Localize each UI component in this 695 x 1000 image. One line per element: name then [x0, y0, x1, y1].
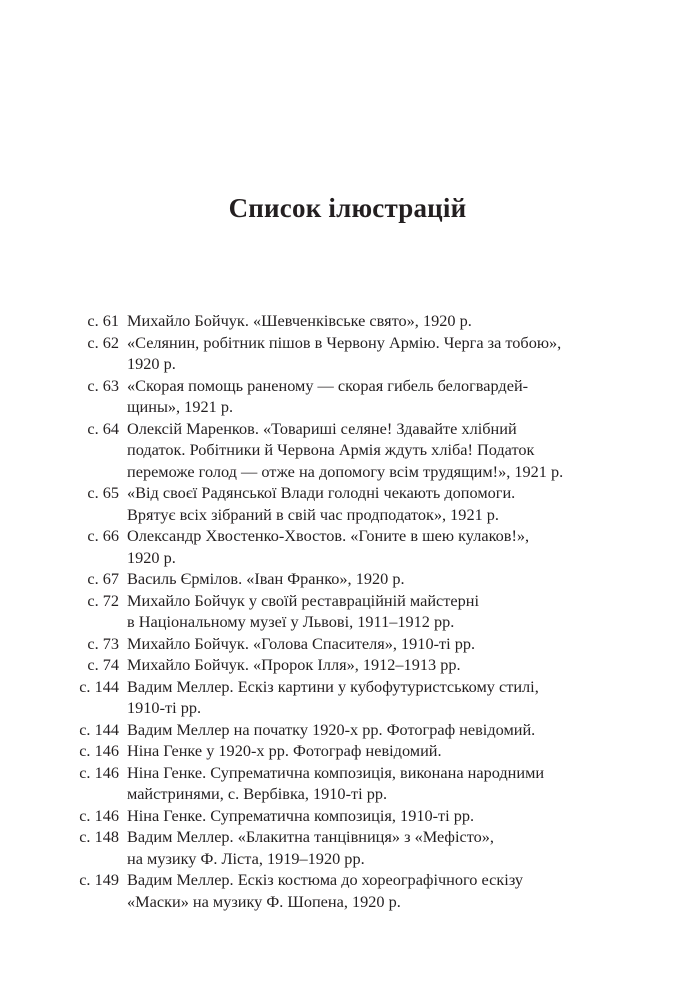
caption-line: Олексій Маренков. «Товариші селяне! Здавайте хлібний: [127, 418, 517, 438]
list-item: [0, 762, 695, 805]
page-number: с. 74: [87, 655, 119, 674]
caption-line: 1920 р.: [127, 547, 176, 567]
illustration-caption: [127, 633, 475, 655]
page-number: с. 61: [87, 311, 119, 330]
caption-line: Вадим Меллер. Ескіз костюма до хореографічного ескізу: [127, 870, 524, 889]
illustration-caption: [127, 740, 442, 762]
caption-line: в Національному музеї у Львові, 1911–1912 рр.: [127, 612, 455, 631]
list-item: [0, 482, 695, 525]
page-number: с. 144: [79, 719, 119, 739]
illustration-caption: [127, 719, 535, 741]
caption-line: Ніна Генке. Супрематична композиція, 1910-ті рр.: [127, 805, 475, 825]
page-number: с. 144: [79, 676, 119, 696]
list-item: [0, 805, 695, 827]
page-number: с. 66: [87, 526, 119, 545]
list-item: [0, 676, 695, 719]
page-number: с. 62: [87, 332, 119, 352]
illustration-caption: [127, 332, 561, 375]
page-number: с. 146: [79, 741, 119, 760]
caption-line: «Маски» на музику Ф. Шопена, 1920 р.: [127, 891, 401, 911]
caption-line: «Скорая помощь раненому — скорая гибель белогвардей-: [127, 375, 529, 395]
caption-line: Василь Єрмілов. «Іван Франко», 1920 р.: [127, 569, 405, 588]
illustration-caption: [127, 869, 523, 912]
caption-line: податок. Робітники й Червона Армія ждуть хліба! Податок: [127, 440, 535, 459]
list-item: [0, 740, 695, 762]
list-item: [0, 332, 695, 375]
page-title: Список ілюстрацій: [228, 193, 467, 223]
caption-line: Ніна Генке у 1920-х рр. Фотограф невідомий.: [127, 741, 442, 760]
caption-line: переможе голод — отже на допомогу всім трудящим!», 1921 р.: [127, 461, 564, 481]
caption-line: Михайло Бойчук у своїй реставраційній майстерні: [127, 590, 480, 610]
list-item: [0, 719, 695, 741]
illustration-caption: [127, 654, 461, 676]
page-number: с. 149: [79, 870, 119, 889]
illustration-caption: [127, 525, 529, 568]
caption-line: «Селянин, робітник пішов в Червону Армію. Черга за тобою»,: [127, 332, 562, 352]
page-number: с. 146: [79, 805, 119, 825]
caption-line: Олександр Хвостенко-Хвостов. «Гоните в шею кулаков!»,: [127, 526, 530, 545]
illustration-caption: [127, 590, 479, 633]
page-number: с. 146: [79, 762, 119, 782]
caption-line: Врятує всіх зібраний в свій час продподаток», 1921 р.: [127, 504, 500, 524]
list-item: [0, 633, 695, 655]
caption-line: «Від своєї Радянської Влади голодні чекають допомоги.: [127, 483, 516, 502]
caption-line: 1920 р.: [127, 354, 176, 373]
illustration-caption: [127, 805, 474, 827]
illustration-caption: [127, 826, 494, 869]
list-item: [0, 869, 695, 912]
illustration-caption: [127, 568, 405, 590]
list-item: [0, 590, 695, 633]
illustration-caption: [127, 676, 539, 719]
list-item: [0, 375, 695, 418]
page-number: с. 65: [87, 483, 119, 502]
list-item: [0, 310, 695, 332]
page-number: с. 67: [87, 569, 119, 588]
illustration-caption: [127, 375, 528, 418]
page-number: с. 148: [79, 827, 119, 846]
list-item: [0, 418, 695, 483]
illustration-caption: [127, 418, 563, 483]
page-number: с. 72: [87, 590, 119, 610]
caption-line: Вадим Меллер. «Блакитна танцівниця» з «Мефісто»,: [127, 827, 494, 846]
page-number: с. 63: [87, 375, 119, 395]
illustration-caption: [127, 762, 544, 805]
caption-line: Михайло Бойчук. «Шевченківське свято», 1920 р.: [127, 311, 472, 330]
caption-line: майстринями, с. Вербівка, 1910-ті рр.: [127, 784, 388, 803]
caption-line: Михайло Бойчук. «Пророк Ілля», 1912–1913 рр.: [127, 655, 461, 674]
caption-line: Вадим Меллер. Ескіз картини у кубофутуристському стилі,: [127, 676, 539, 696]
list-item: [0, 654, 695, 676]
list-item: [0, 568, 695, 590]
caption-line: щины», 1921 р.: [127, 397, 234, 416]
page-number: с. 64: [87, 418, 119, 438]
caption-line: на музику Ф. Ліста, 1919–1920 рр.: [127, 848, 365, 868]
caption-line: Вадим Меллер на початку 1920-х рр. Фотограф невідомий.: [127, 719, 536, 739]
caption-line: Ніна Генке. Супрематична композиція, виконана народними: [127, 762, 545, 782]
caption-line: 1910-ті рр.: [127, 698, 202, 717]
list-item: [0, 525, 695, 568]
page-number: с. 73: [87, 633, 119, 653]
illustrations-list: [0, 310, 695, 912]
illustration-caption: [127, 310, 472, 332]
list-item: [0, 826, 695, 869]
illustration-caption: [127, 482, 515, 525]
caption-line: Михайло Бойчук. «Голова Спасителя», 1910-ті рр.: [127, 633, 476, 653]
